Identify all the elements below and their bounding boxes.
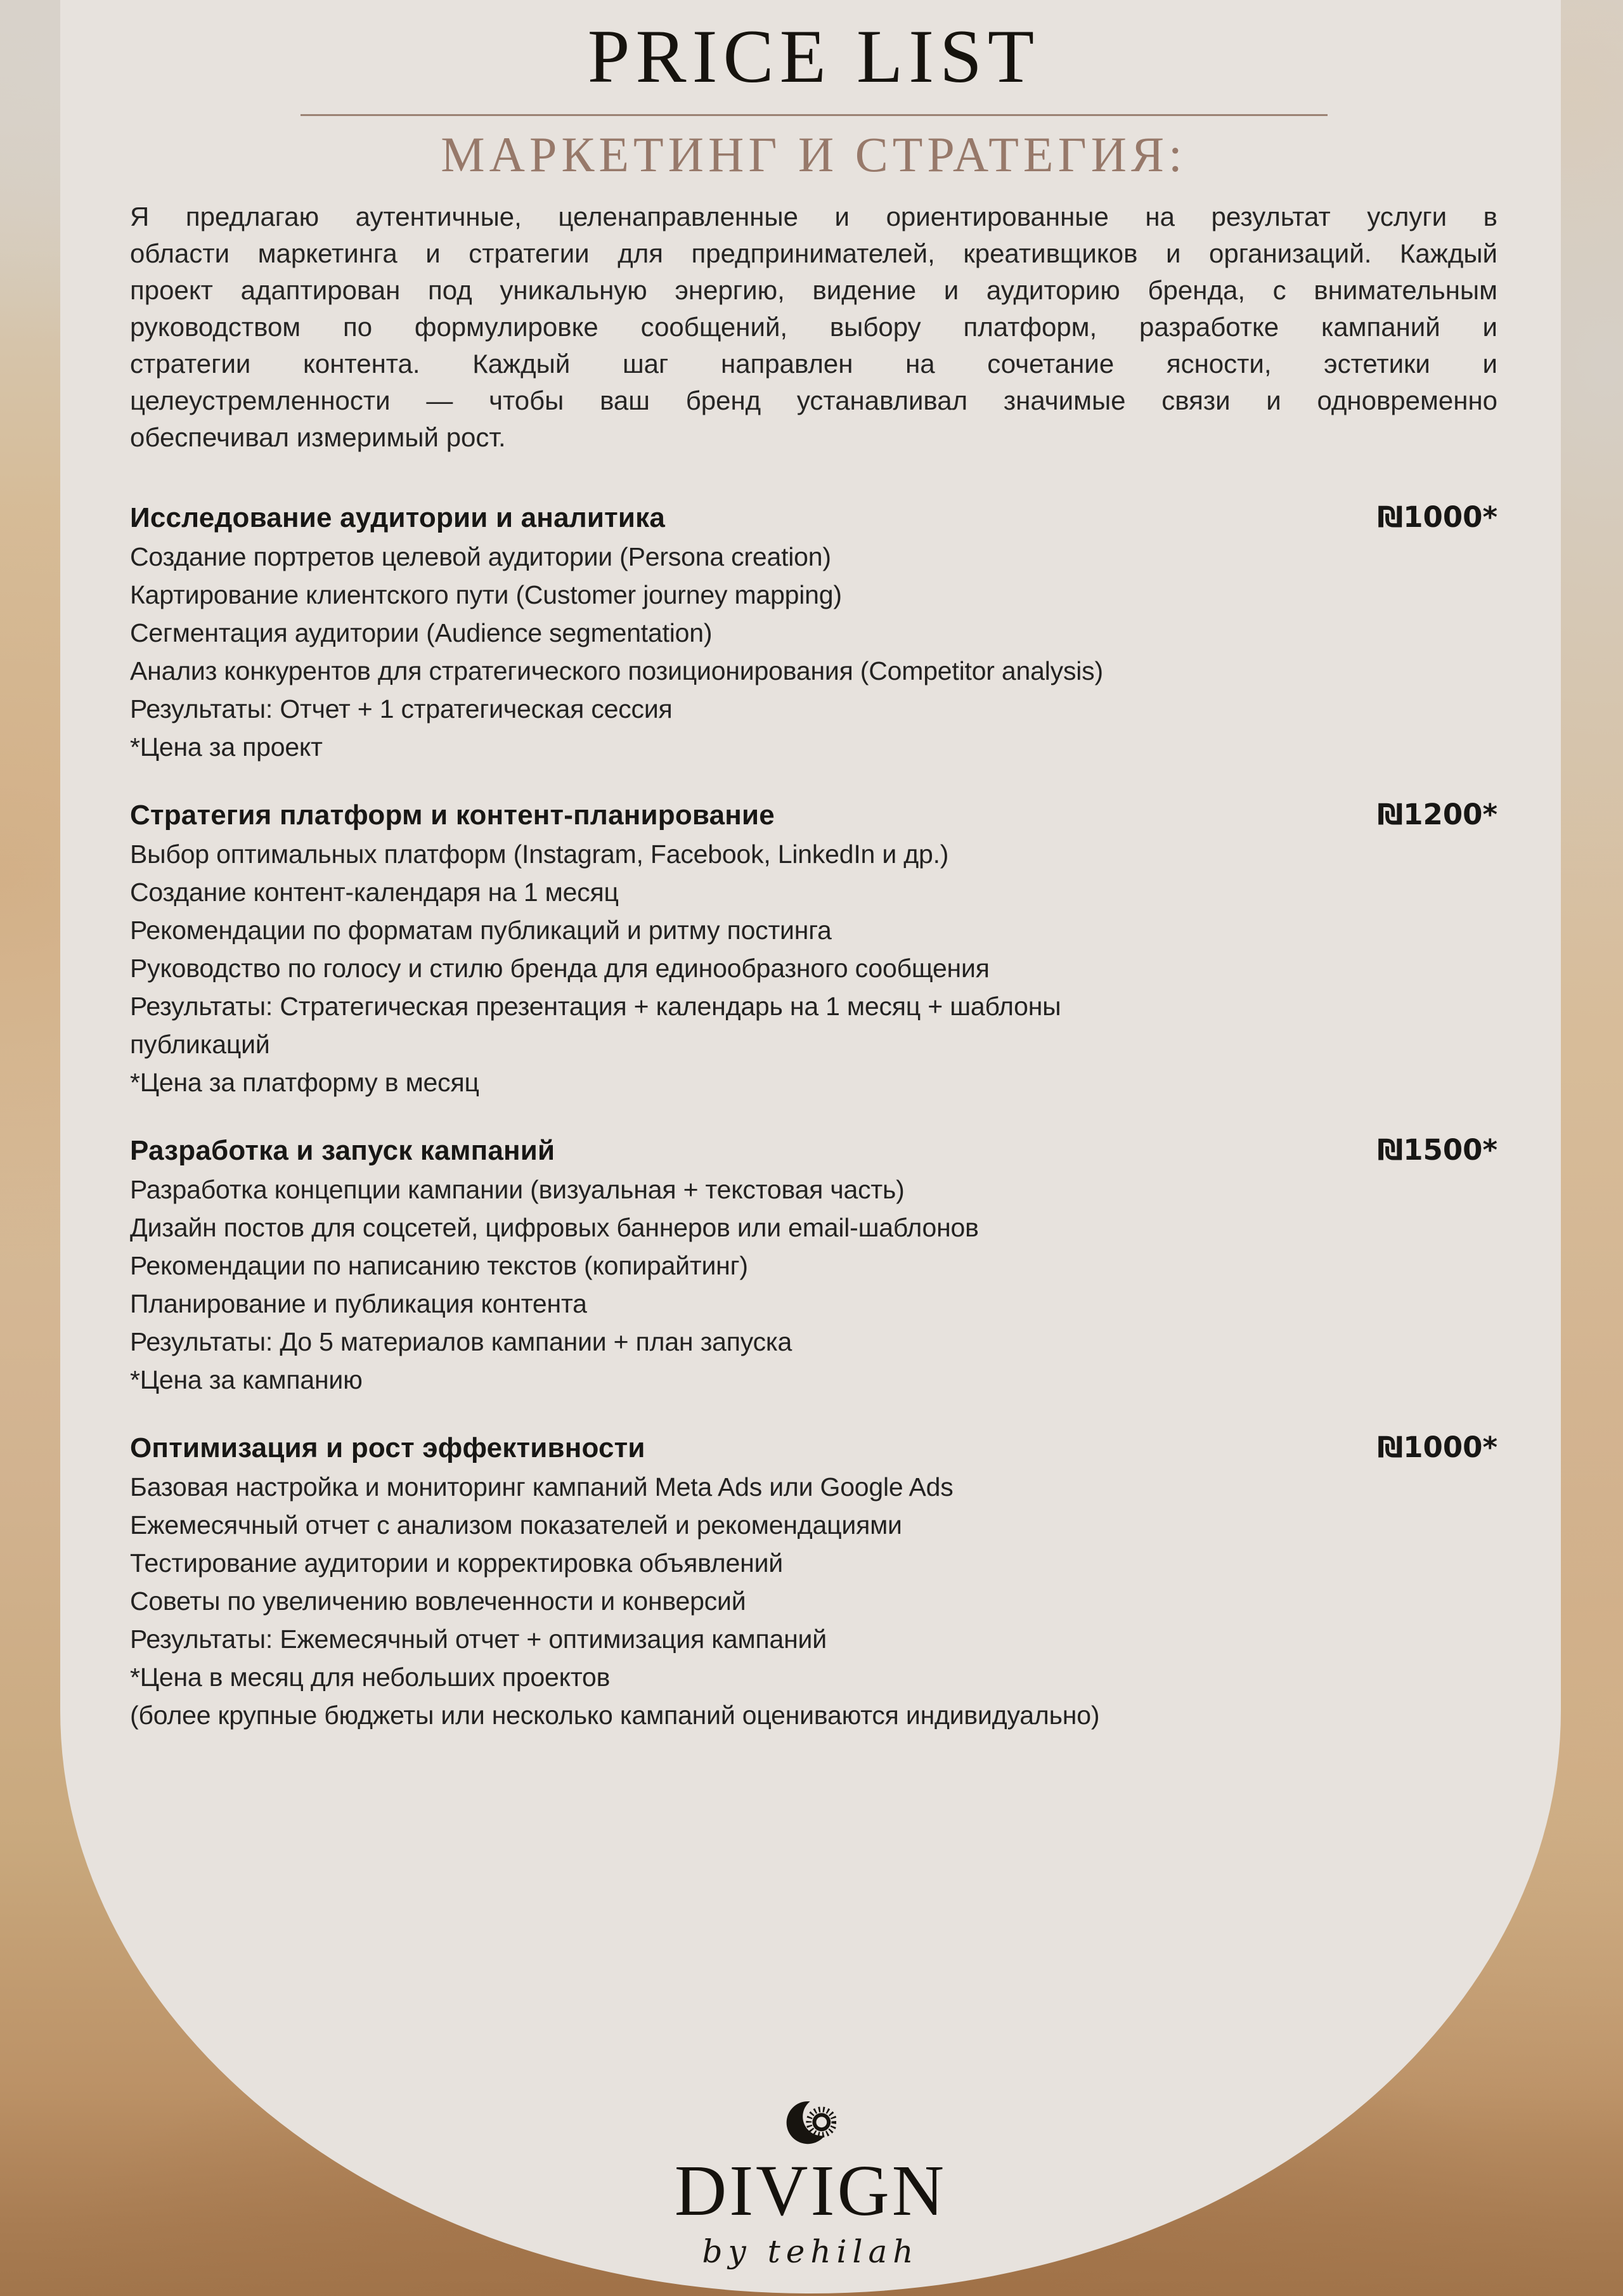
service-line: Рекомендации по написанию текстов (копирайтинг) <box>130 1250 748 1280</box>
service-header <box>130 1131 1497 1171</box>
intro-line: обеспечивал измеримый рост. <box>130 422 506 452</box>
service-line: *Цена в месяц для небольших проектов <box>130 1662 611 1692</box>
service-line: Дизайн постов для соцсетей, цифровых баннеров или email-шаблонов <box>130 1212 979 1242</box>
service-section-optimization-growth <box>130 1428 1497 1734</box>
service-line: *Цена за проект <box>130 732 323 762</box>
service-line: Разработка концепции кампании (визуальная + текстовая часть) <box>130 1174 905 1204</box>
service-section-platform-strategy <box>130 795 1497 1101</box>
service-price: ₪1000* <box>1377 1430 1497 1464</box>
service-header <box>130 498 1497 538</box>
service-line: *Цена за кампанию <box>130 1365 363 1394</box>
brand-wordmark: DIVIGN <box>674 2150 947 2231</box>
service-line: Результаты: До 5 материалов кампании + план запуска <box>130 1326 792 1356</box>
service-price: ₪1200* <box>1377 797 1497 831</box>
intro-line: руководством по формулировке сообщений, выбору платформ, разработке кампаний и <box>130 311 1497 342</box>
intro-line: целеустремленности — чтобы ваш бренд устанавливал значимые связи и одновременно <box>130 385 1497 415</box>
brand-logo <box>60 2096 1561 2270</box>
page-title: PRICE LIST <box>587 14 1040 98</box>
divider <box>301 114 1328 116</box>
service-line: Советы по увеличению вовлеченности и конверсий <box>130 1586 746 1616</box>
service-line: Анализ конкурентов для стратегического позиционирования (Competitor analysis) <box>130 656 1103 685</box>
service-price: ₪1000* <box>1377 500 1497 534</box>
service-line: Картирование клиентского пути (Customer journey mapping) <box>130 580 842 609</box>
service-section-campaign-launch <box>130 1131 1497 1399</box>
service-line: Рекомендации по форматам публикаций и ритму постинга <box>130 915 832 945</box>
brand-tagline: by tehilah <box>702 2233 919 2270</box>
service-title: Разработка и запуск кампаний <box>130 1134 555 1166</box>
service-details <box>130 1171 1497 1399</box>
intro-line: проект адаптирован под уникальную энергию, видение и аудиторию бренда, с внимательным <box>130 275 1497 305</box>
service-line: Планирование и публикация контента <box>130 1288 587 1318</box>
price-card <box>60 0 1561 2293</box>
service-header <box>130 1428 1497 1468</box>
service-title: Исследование аудитории и аналитика <box>130 502 666 533</box>
service-line: Базовая настройка и мониторинг кампаний Meta Ads или Google Ads <box>130 1472 954 1501</box>
service-line: Ежемесячный отчет с анализом показателей и рекомендациями <box>130 1510 902 1540</box>
moon-sun-icon <box>786 2096 836 2147</box>
service-title: Оптимизация и рост эффективности <box>130 1432 645 1463</box>
service-line: Сегментация аудитории (Audience segmentation) <box>130 618 713 647</box>
service-title: Стратегия платформ и контент-планирование <box>130 799 775 831</box>
service-line: публикаций <box>130 1029 270 1059</box>
service-line: Результаты: Отчет + 1 стратегическая сессия <box>130 694 673 723</box>
service-line: Выбор оптимальных платформ (Instagram, Facebook, LinkedIn и др.) <box>130 839 949 869</box>
service-line: Создание контент-календаря на 1 месяц <box>130 877 619 907</box>
intro-line: стратегии контента. Каждый шаг направлен на сочетание ясности, эстетики и <box>130 348 1497 379</box>
service-details <box>130 1468 1497 1734</box>
intro-paragraph <box>130 198 1497 456</box>
service-line: Тестирование аудитории и корректировка объявлений <box>130 1548 783 1578</box>
service-details <box>130 835 1497 1101</box>
service-header <box>130 795 1497 835</box>
service-price: ₪1500* <box>1377 1132 1497 1167</box>
service-line: *Цена за платформу в месяц <box>130 1067 479 1097</box>
service-line: Результаты: Ежемесячный отчет + оптимизация кампаний <box>130 1624 827 1654</box>
service-line: Создание портретов целевой аудитории (Persona creation) <box>130 542 831 571</box>
category-subtitle: МАРКЕТИНГ И СТРАТЕГИЯ: <box>441 126 1187 182</box>
service-details <box>130 538 1497 766</box>
service-line: (более крупные бюджеты или несколько кампаний оцениваются индивидуально) <box>130 1700 1100 1730</box>
service-line: Результаты: Стратегическая презентация + календарь на 1 месяц + шаблоны <box>130 991 1061 1021</box>
intro-line: Я предлагаю аутентичные, целенаправленные и ориентированные на результат услуги в <box>130 201 1497 231</box>
intro-line: области маркетинга и стратегии для предпринимателей, креативщиков и организаций. Каждый <box>130 238 1497 268</box>
service-section-audience-research <box>130 498 1497 766</box>
service-line: Руководство по голосу и стилю бренда для единообразного сообщения <box>130 953 990 983</box>
